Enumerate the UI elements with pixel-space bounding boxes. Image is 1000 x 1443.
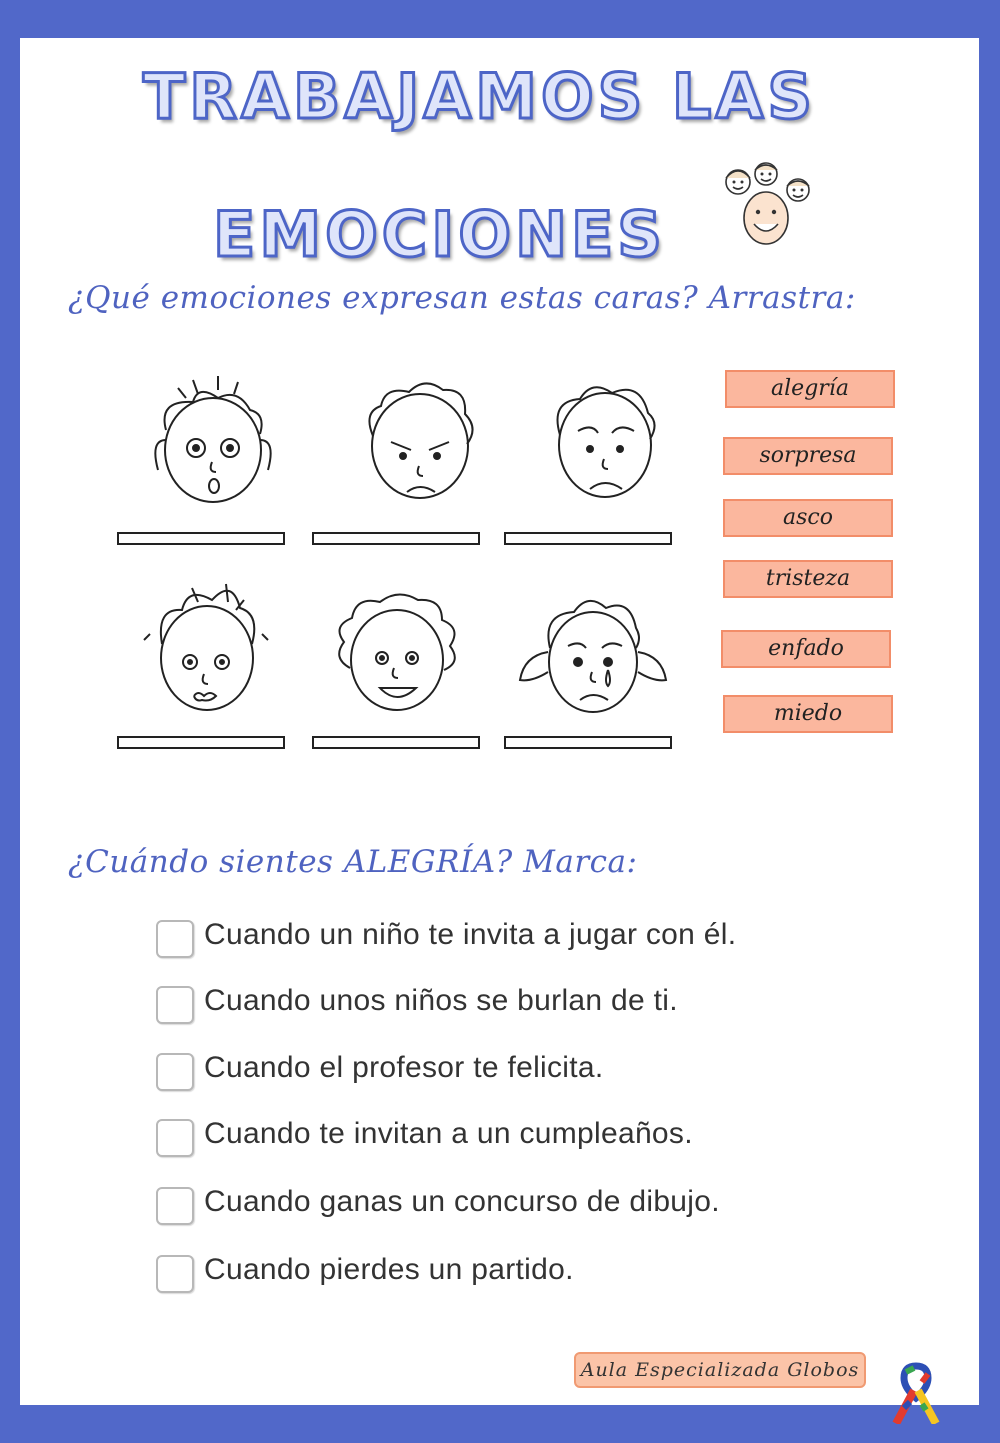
answer-slot-4[interactable] bbox=[117, 736, 285, 749]
checkbox[interactable] bbox=[156, 1119, 194, 1157]
checkbox[interactable] bbox=[156, 1255, 194, 1293]
checklist-label: Cuando el profesor te felicita. bbox=[204, 1051, 604, 1084]
checklist-label: Cuando ganas un concurso de dibujo. bbox=[204, 1185, 720, 1218]
chip-enfado[interactable]: enfado bbox=[721, 630, 891, 668]
surprised-face-icon bbox=[138, 370, 288, 510]
checkbox[interactable] bbox=[156, 986, 194, 1024]
angry-face-icon bbox=[345, 376, 495, 506]
children-faces-icon bbox=[720, 160, 816, 252]
mark-instruction: ¿Cuándo sientes ALEGRÍA? Marca: bbox=[68, 844, 638, 880]
sad-face-icon bbox=[530, 373, 680, 503]
checklist-label: Cuando un niño te invita a jugar con él. bbox=[204, 918, 737, 951]
answer-slot-2[interactable] bbox=[312, 532, 480, 545]
worksheet bbox=[20, 38, 979, 1405]
chip-miedo[interactable]: miedo bbox=[723, 695, 893, 733]
crying-face-icon bbox=[518, 586, 668, 726]
checkbox[interactable] bbox=[156, 920, 194, 958]
checklist-label: Cuando te invitan a un cumpleaños. bbox=[204, 1117, 693, 1150]
title-line-1: TRABAJAMOS LAS bbox=[142, 60, 817, 133]
checklist-label: Cuando unos niños se burlan de ti. bbox=[204, 984, 678, 1017]
scared-face-icon bbox=[132, 578, 282, 718]
answer-slot-6[interactable] bbox=[504, 736, 672, 749]
happy-face-icon bbox=[322, 588, 472, 718]
chip-tristeza[interactable]: tristeza bbox=[723, 560, 893, 598]
drag-instruction: ¿Qué emociones expresan estas caras? Arrastra: bbox=[68, 280, 856, 316]
chip-asco[interactable]: asco bbox=[723, 499, 893, 537]
chip-sorpresa[interactable]: sorpresa bbox=[723, 437, 893, 475]
footer-credit: Aula Especializada Globos bbox=[574, 1352, 866, 1388]
checklist-label: Cuando pierdes un partido. bbox=[204, 1253, 574, 1286]
answer-slot-3[interactable] bbox=[504, 532, 672, 545]
awareness-ribbon-icon bbox=[892, 1362, 940, 1424]
answer-slot-5[interactable] bbox=[312, 736, 480, 749]
chip-alegria[interactable]: alegría bbox=[725, 370, 895, 408]
checkbox[interactable] bbox=[156, 1053, 194, 1091]
title-line-2: EMOCIONES bbox=[213, 198, 666, 271]
checkbox[interactable] bbox=[156, 1187, 194, 1225]
answer-slot-1[interactable] bbox=[117, 532, 285, 545]
